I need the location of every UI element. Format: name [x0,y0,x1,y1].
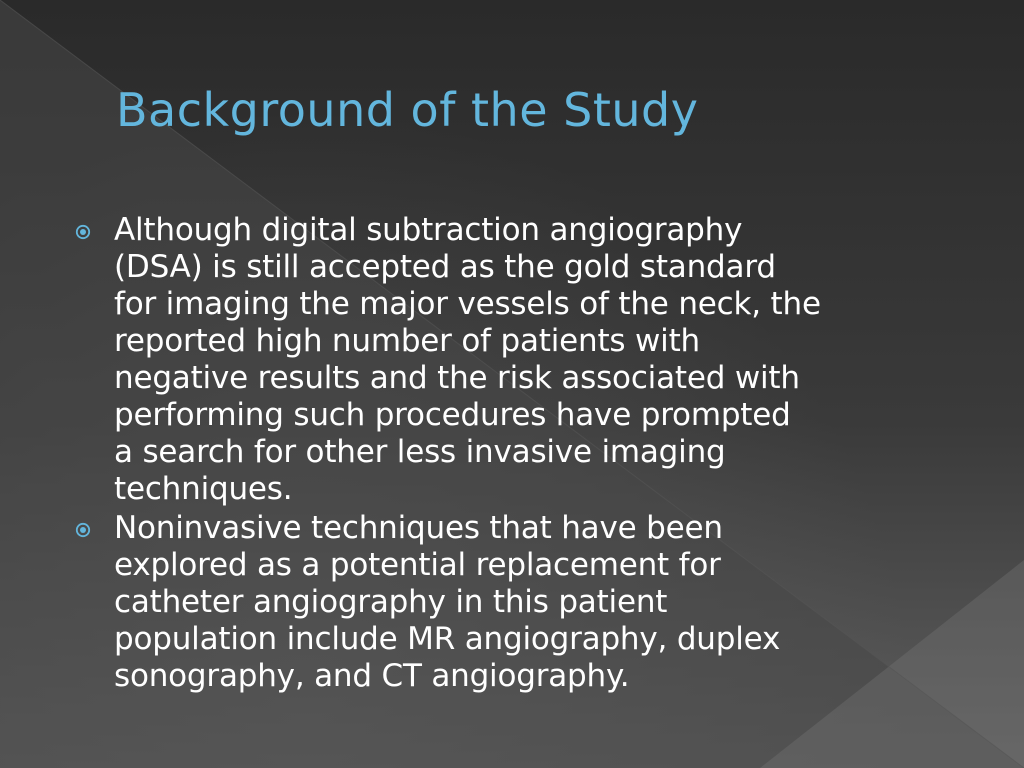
bullet-line: for imaging the major vessels of the neck, the [114,286,821,322]
bullet-text [114,212,974,508]
circled-dot-icon [75,522,91,538]
bullet-item [74,212,974,508]
bullet-line: Noninvasive techniques that have been [114,510,723,546]
bullet-line: negative results and the risk associated with [114,360,800,396]
bullet-line: reported high number of patients with [114,323,700,359]
bullet-line: a search for other less invasive imaging [114,434,726,470]
bullet-line: techniques. [114,471,293,507]
bullet-line: population include MR angiography, duplex [114,621,781,657]
bullet-text [114,510,974,695]
bullet-list [74,212,974,697]
bullet-line: sonography, and CT angiography. [114,658,630,694]
bullet-line: explored as a potential replacement for [114,547,721,583]
circled-dot-icon [75,224,91,240]
slide-title: Background of the Study [116,83,699,137]
bullet-line: (DSA) is still accepted as the gold standard [114,249,776,285]
bullet-line: Although digital subtraction angiography [114,212,743,248]
bullet-line: catheter angiography in this patient [114,584,668,620]
bullet-line: performing such procedures have prompted [114,397,791,433]
bullet-item [74,510,974,695]
